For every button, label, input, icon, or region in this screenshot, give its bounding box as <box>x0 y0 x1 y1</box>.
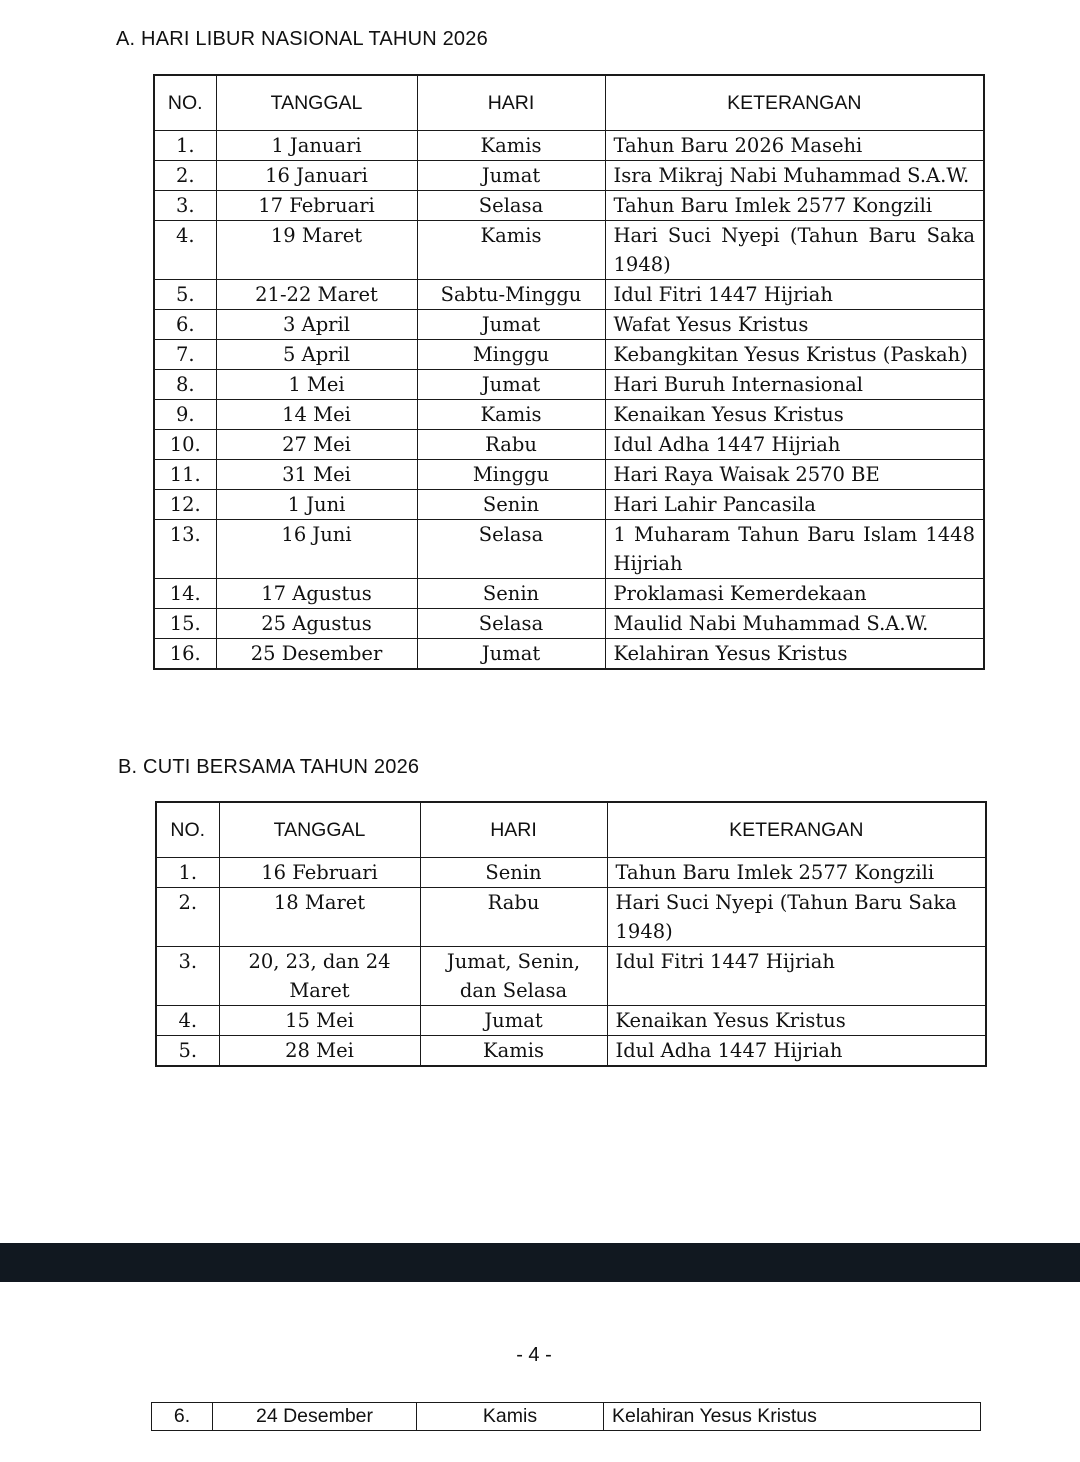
cell-hari: Selasa <box>417 520 605 579</box>
cell-keterangan: Hari Raya Waisak 2570 BE <box>605 460 984 490</box>
cell-keterangan: Tahun Baru 2026 Masehi <box>605 131 984 161</box>
cell-hari: Jumat <box>417 639 605 670</box>
table-row <box>154 609 984 639</box>
cell-no: 3. <box>156 947 219 1006</box>
header-keterangan: KETERANGAN <box>605 75 984 131</box>
cell-no: 15. <box>154 609 216 639</box>
table-row <box>154 579 984 609</box>
cell-tanggal: 1 Juni <box>216 490 417 520</box>
cell-keterangan: Proklamasi Kemerdekaan <box>605 579 984 609</box>
table-row <box>154 430 984 460</box>
cell-no: 12. <box>154 490 216 520</box>
cell-no: 2. <box>154 161 216 191</box>
cell-keterangan: Idul Fitri 1447 Hijriah <box>605 280 984 310</box>
cell-no: 5. <box>154 280 216 310</box>
cell-no: 16. <box>154 639 216 670</box>
table-row <box>154 400 984 430</box>
cell-tanggal: 28 Mei <box>219 1036 420 1067</box>
cell-hari: Jumat <box>417 161 605 191</box>
cell-hari: Kamis <box>420 1036 607 1067</box>
header-tanggal: TANGGAL <box>216 75 417 131</box>
cell-no: 3. <box>154 191 216 221</box>
table-row <box>154 490 984 520</box>
cell-tanggal: 18 Maret <box>219 888 420 947</box>
table-row <box>154 460 984 490</box>
collective-leave-table <box>155 801 987 1067</box>
cell-keterangan: Wafat Yesus Kristus <box>605 310 984 340</box>
cell-tanggal: 16 Januari <box>216 161 417 191</box>
cell-hari: Kamis <box>417 400 605 430</box>
cell-tanggal: 27 Mei <box>216 430 417 460</box>
cell-keterangan: Kelahiran Yesus Kristus <box>604 1403 981 1431</box>
cell-hari: Senin <box>417 490 605 520</box>
cell-keterangan: Maulid Nabi Muhammad S.A.W. <box>605 609 984 639</box>
cell-tanggal: 16 Juni <box>216 520 417 579</box>
cell-hari: Sabtu-Minggu <box>417 280 605 310</box>
cell-tanggal: 21-22 Maret <box>216 280 417 310</box>
cell-hari: Jumat, Senin, dan Selasa <box>420 947 607 1006</box>
cell-hari: Selasa <box>417 609 605 639</box>
cell-tanggal: 20, 23, dan 24 Maret <box>219 947 420 1006</box>
cell-no: 4. <box>156 1006 219 1036</box>
table-row <box>156 1006 986 1036</box>
header-tanggal: TANGGAL <box>219 802 420 858</box>
page-number: - 4 - <box>516 1344 552 1366</box>
cell-no: 6. <box>152 1403 213 1431</box>
cell-no: 13. <box>154 520 216 579</box>
cell-hari: Senin <box>417 579 605 609</box>
cell-tanggal: 17 Agustus <box>216 579 417 609</box>
cell-tanggal: 3 April <box>216 310 417 340</box>
cell-tanggal: 15 Mei <box>219 1006 420 1036</box>
cell-keterangan: Hari Suci Nyepi (Tahun Baru Saka 1948) <box>607 888 986 947</box>
header-no: NO. <box>154 75 216 131</box>
national-holiday-table <box>153 74 985 670</box>
cell-hari: Kamis <box>417 1403 604 1431</box>
cell-no: 6. <box>154 310 216 340</box>
cell-keterangan: Hari Lahir Pancasila <box>605 490 984 520</box>
table-row <box>156 1036 986 1067</box>
cell-tanggal: 25 Agustus <box>216 609 417 639</box>
cell-no: 10. <box>154 430 216 460</box>
cell-hari: Jumat <box>420 1006 607 1036</box>
table-row <box>156 888 986 947</box>
cell-tanggal: 14 Mei <box>216 400 417 430</box>
table-row <box>156 858 986 888</box>
cell-hari: Minggu <box>417 460 605 490</box>
cell-no: 1. <box>156 858 219 888</box>
table-row <box>154 221 984 280</box>
cell-no: 4. <box>154 221 216 280</box>
cell-no: 9. <box>154 400 216 430</box>
cell-hari: Jumat <box>417 370 605 400</box>
table-header-row <box>154 75 984 131</box>
cell-tanggal: 17 Februari <box>216 191 417 221</box>
header-hari: HARI <box>417 75 605 131</box>
cell-tanggal: 19 Maret <box>216 221 417 280</box>
cell-hari: Jumat <box>417 310 605 340</box>
cell-tanggal: 5 April <box>216 340 417 370</box>
cell-hari: Senin <box>420 858 607 888</box>
cell-keterangan: Hari Suci Nyepi (Tahun Baru Saka 1948) <box>605 221 984 280</box>
cell-hari: Kamis <box>417 221 605 280</box>
section-a-title: A. HARI LIBUR NASIONAL TAHUN 2026 <box>116 28 488 50</box>
table-row <box>154 370 984 400</box>
cell-tanggal: 16 Februari <box>219 858 420 888</box>
table-row <box>154 340 984 370</box>
cell-keterangan: Tahun Baru Imlek 2577 Kongzili <box>605 191 984 221</box>
cell-keterangan: Isra Mikraj Nabi Muhammad S.A.W. <box>605 161 984 191</box>
cell-keterangan: Idul Adha 1447 Hijriah <box>605 430 984 460</box>
cell-keterangan: Hari Buruh Internasional <box>605 370 984 400</box>
table-row <box>154 191 984 221</box>
cell-keterangan: Idul Adha 1447 Hijriah <box>607 1036 986 1067</box>
table-header-row <box>156 802 986 858</box>
cell-hari: Kamis <box>417 131 605 161</box>
cell-no: 2. <box>156 888 219 947</box>
table-row <box>154 520 984 579</box>
cell-hari: Minggu <box>417 340 605 370</box>
header-hari: HARI <box>420 802 607 858</box>
header-no: NO. <box>156 802 219 858</box>
cell-keterangan: Kebangkitan Yesus Kristus (Paskah) <box>605 340 984 370</box>
cell-tanggal: 31 Mei <box>216 460 417 490</box>
table-row <box>154 639 984 670</box>
cell-no: 5. <box>156 1036 219 1067</box>
table-row <box>156 947 986 1006</box>
cell-tanggal: 1 Januari <box>216 131 417 161</box>
continuation-table <box>151 1402 981 1431</box>
table-row <box>152 1403 981 1431</box>
cell-no: 14. <box>154 579 216 609</box>
cell-hari: Selasa <box>417 191 605 221</box>
page-separator-bar <box>0 1243 1080 1282</box>
cell-hari: Rabu <box>417 430 605 460</box>
table-row <box>154 280 984 310</box>
cell-tanggal: 24 Desember <box>213 1403 417 1431</box>
cell-no: 7. <box>154 340 216 370</box>
cell-hari: Rabu <box>420 888 607 947</box>
table-row <box>154 131 984 161</box>
cell-no: 11. <box>154 460 216 490</box>
cell-tanggal: 25 Desember <box>216 639 417 670</box>
table-row <box>154 161 984 191</box>
cell-keterangan: Tahun Baru Imlek 2577 Kongzili <box>607 858 986 888</box>
cell-keterangan: 1 Muharam Tahun Baru Islam 1448 Hijriah <box>605 520 984 579</box>
cell-no: 1. <box>154 131 216 161</box>
header-keterangan: KETERANGAN <box>607 802 986 858</box>
cell-keterangan: Kenaikan Yesus Kristus <box>607 1006 986 1036</box>
cell-keterangan: Kenaikan Yesus Kristus <box>605 400 984 430</box>
cell-no: 8. <box>154 370 216 400</box>
section-b-title: B. CUTI BERSAMA TAHUN 2026 <box>118 756 420 778</box>
cell-tanggal: 1 Mei <box>216 370 417 400</box>
cell-keterangan: Kelahiran Yesus Kristus <box>605 639 984 670</box>
cell-keterangan: Idul Fitri 1447 Hijriah <box>607 947 986 1006</box>
table-row <box>154 310 984 340</box>
